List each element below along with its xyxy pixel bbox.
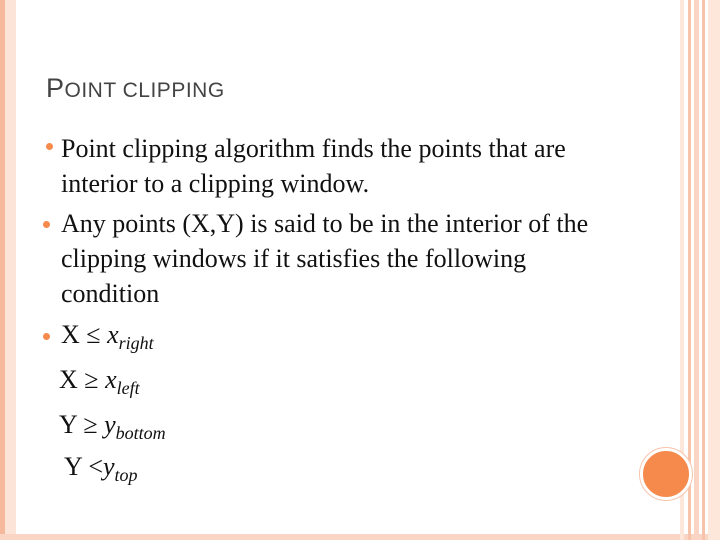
condition-variable: y (104, 410, 116, 439)
condition-x-left (59, 365, 140, 398)
condition-lhs: Y (59, 410, 77, 439)
condition-variable: x (107, 320, 119, 349)
frame-stripe (702, 0, 705, 540)
bullet-2-line-2: clipping windows if it satisfies the following (61, 244, 527, 273)
title-initial: P (46, 73, 65, 103)
condition-variable: x (105, 365, 117, 394)
condition-variable: y (102, 452, 115, 481)
condition-operator: < (88, 452, 103, 481)
condition-y-bottom (59, 410, 166, 443)
frame-stripe (688, 0, 691, 540)
bullet-2-line-3: condition (61, 279, 160, 308)
title-rest: OINT CLIPPING (64, 79, 225, 102)
condition-lhs: Y (64, 452, 82, 481)
bullet-1-line-2: interior to a clipping window. (61, 169, 370, 198)
condition-subscript: top (114, 465, 138, 485)
condition-operator: ≥ (84, 365, 99, 394)
condition-subscript: right (118, 333, 154, 353)
condition-y-top (64, 452, 138, 485)
frame-left-edge (0, 0, 16, 540)
condition-operator: ≤ (86, 320, 101, 349)
decorative-circle (640, 448, 692, 500)
condition-operator: ≥ (83, 410, 98, 439)
bullet-marker (43, 333, 50, 340)
bullet-2-line-1: Any points (X,Y) is said to be in the interior of the (61, 209, 589, 238)
condition-x-right (61, 320, 154, 353)
frame-stripe (694, 0, 699, 540)
condition-lhs: X (59, 365, 78, 394)
condition-subscript: left (116, 378, 140, 398)
slide-title (46, 73, 225, 104)
condition-subscript: bottom (115, 423, 166, 443)
bullet-1-line-1: Point clipping algorithm finds the points that are (61, 134, 566, 163)
condition-lhs: X (61, 320, 80, 349)
frame-bottom-edge (0, 534, 720, 540)
bullet-marker (43, 221, 50, 228)
bullet-marker (46, 143, 53, 150)
frame-stripe (708, 0, 720, 540)
